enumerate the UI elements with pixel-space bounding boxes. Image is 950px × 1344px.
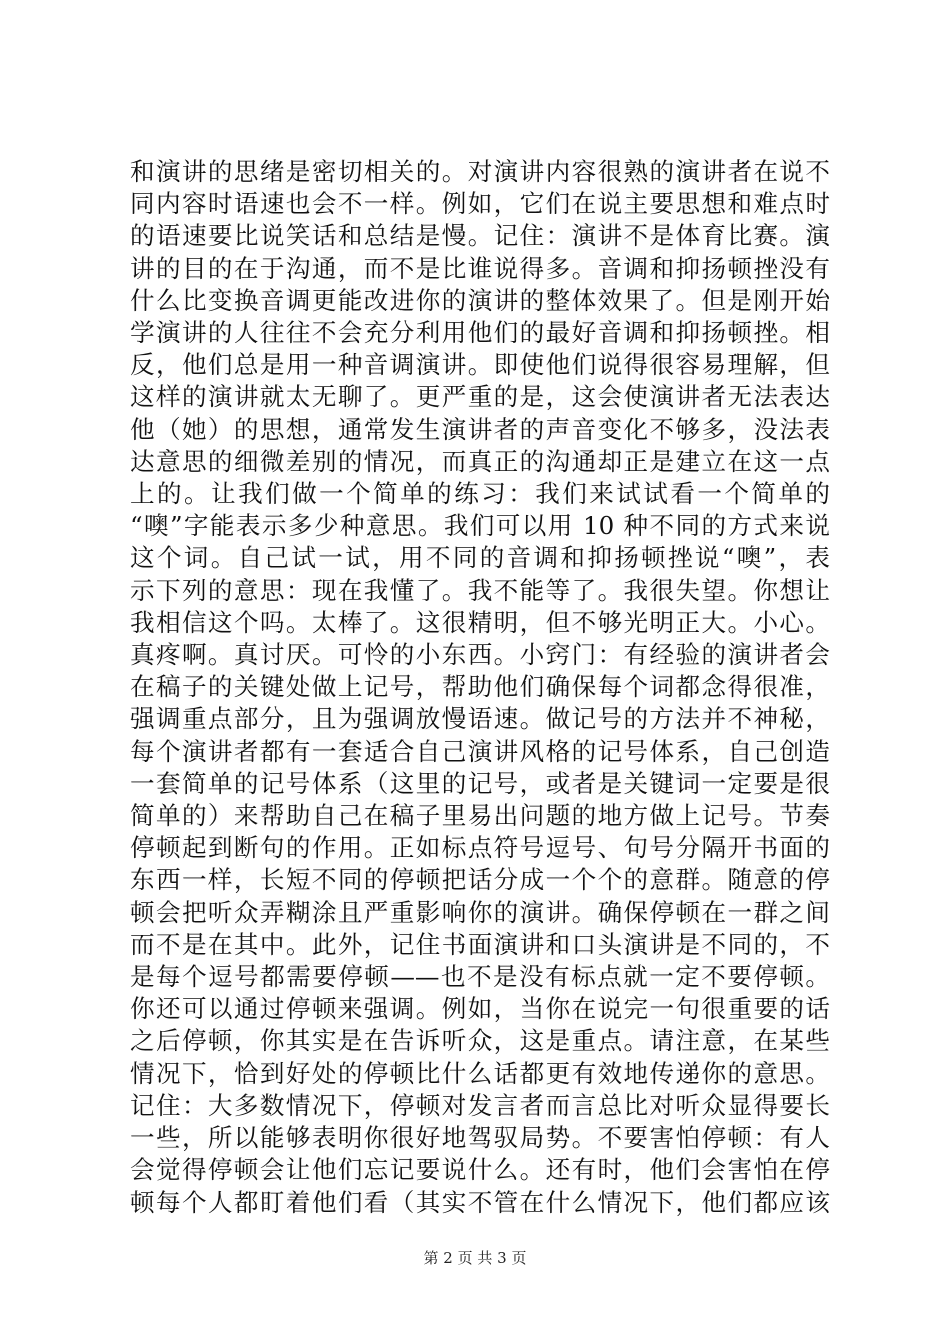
text-line: 一套简单的记号体系（这里的记号，或者是关键词一定要是很 (130, 768, 830, 798)
text-line: 达意思的细微差别的情况，而真正的沟通却正是建立在这一点 (130, 446, 830, 476)
text-line: 东西一样，长短不同的停顿把话分成一个个的意群。随意的停 (130, 865, 830, 895)
text-line: 每个演讲者都有一套适合自己演讲风格的记号体系，自己创造 (130, 736, 830, 766)
text-line: 这样的演讲就太无聊了。更严重的是，这会使演讲者无法表达 (130, 382, 830, 412)
page-footer: 第 2 页 共 3 页 (423, 1249, 527, 1267)
text-line: 这个词。自己试一试，用不同的音调和抑扬顿挫说“噢”，表 (130, 543, 830, 573)
text-line: 停顿起到断句的作用。正如标点符号逗号、句号分隔开书面的 (130, 833, 830, 863)
text-line: 学演讲的人往往不会充分利用他们的最好音调和抑扬顿挫。相 (130, 318, 830, 348)
text-line: 示下列的意思：现在我懂了。我不能等了。我很失望。你想让 (130, 575, 830, 605)
text-line: 会觉得停顿会让他们忘记要说什么。还有时，他们会害怕在停 (130, 1155, 830, 1185)
text-line: 反，他们总是用一种音调演讲。即使他们说得很容易理解，但 (130, 350, 830, 380)
text-line: 真疼啊。真讨厌。可怜的小东西。小窍门：有经验的演讲者会 (130, 640, 830, 670)
text-line: 什么比变换音调更能改进你的演讲的整体效果了。但是刚开始 (130, 285, 830, 315)
text-line: 和演讲的思绪是密切相关的。对演讲内容很熟的演讲者在说不 (130, 157, 830, 186)
body-text (130, 156, 830, 1219)
text-line: 是每个逗号都需要停顿——也不是没有标点就一定不要停顿。 (130, 962, 830, 992)
text-line: 同内容时语速也会不一样。例如，它们在说主要思想和难点时 (130, 189, 830, 219)
text-line: 讲的目的在于沟通，而不是比谁说得多。音调和抑扬顿挫没有 (130, 253, 830, 283)
text-line: 顿会把听众弄糊涂且严重影响你的演讲。确保停顿在一群之间 (130, 897, 830, 927)
text-line: 你还可以通过停顿来强调。例如，当你在说完一句很重要的话 (130, 994, 830, 1024)
text-line: 在稿子的关键处做上记号，帮助他们确保每个词都念得很准， (130, 672, 830, 702)
text-line: 简单的）来帮助自己在稿子里易出问题的地方做上记号。节奏 (130, 801, 830, 831)
text-line: 的语速要比说笑话和总结是慢。记住：演讲不是体育比赛。演 (130, 221, 830, 251)
text-line: 而不是在其中。此外，记住书面演讲和口头演讲是不同的，不 (130, 929, 830, 959)
text-line: 我相信这个吗。太棒了。这很精明，但不够光明正大。小心。 (130, 607, 830, 637)
text-line: 他（她）的思想，通常发生演讲者的声音变化不够多，没法表 (130, 414, 830, 444)
text-line: 强调重点部分，且为强调放慢语速。做记号的方法并不神秘， (130, 704, 830, 734)
text-line: 情况下，恰到好处的停顿比什么话都更有效地传递你的意思。 (130, 1058, 830, 1088)
text-line: 之后停顿，你其实是在告诉听众，这是重点。请注意，在某些 (130, 1026, 830, 1056)
text-line: 上的。让我们做一个简单的练习：我们来试试看一个简单的 (130, 479, 830, 509)
text-line: “噢”字能表示多少种意思。我们可以用 10 种不同的方式来说 (130, 511, 830, 541)
text-line: 顿每个人都盯着他们看（其实不管在什么情况下，他们都应该 (130, 1187, 830, 1217)
text-line: 一些，所以能够表明你很好地驾驭局势。不要害怕停顿：有人 (130, 1123, 830, 1153)
text-line: 记住：大多数情况下，停顿对发言者而言总比对听众显得要长 (130, 1090, 830, 1120)
